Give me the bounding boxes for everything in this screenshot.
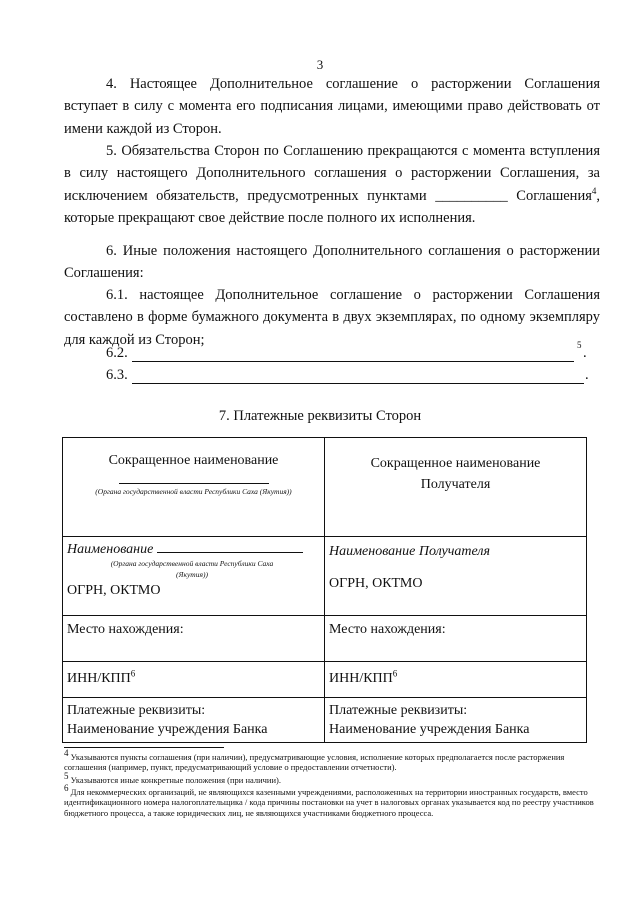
right-payment-cell xyxy=(325,698,587,743)
left-location: Место нахождения: xyxy=(67,622,184,637)
item-6-2-blank-line xyxy=(132,361,574,362)
footnote-4-number: 4 xyxy=(64,748,69,759)
footnote-4-text: Указываются пункты соглашения (при наличии), предусматривающие условия, исполнение которых предполагается после расторжения соглашения (например, пункт, предусматривающий условие о предоставлении отчетности). xyxy=(64,752,565,773)
left-name-line xyxy=(157,552,303,553)
right-payment-label: Платежные реквизиты: xyxy=(329,703,468,718)
footnote-ref-6: 6 xyxy=(392,668,398,679)
footnote-4 xyxy=(64,748,594,773)
left-inn-cell xyxy=(63,662,325,698)
paragraph-5-text-c: , которые прекращают свое действие после полного их исполнения. xyxy=(64,187,601,226)
right-location: Место нахождения: xyxy=(329,622,446,637)
paragraph-6: 6. Иные положения настоящего Дополнительного соглашения о расторжении Соглашения: xyxy=(64,243,600,282)
right-inn-cell xyxy=(325,662,587,698)
left-payment-cell xyxy=(63,698,325,743)
left-ogrn: ОГРН, ОКТМО xyxy=(67,583,161,598)
footnote-ref-5: 5 xyxy=(577,340,582,350)
item-6-3-blank-line xyxy=(132,383,584,384)
right-location-cell xyxy=(325,616,587,662)
right-inn: ИНН/КПП xyxy=(329,671,393,686)
paragraph-5-text-b: Соглашения xyxy=(516,187,592,204)
right-name-cell xyxy=(325,537,587,616)
paragraph-5 xyxy=(64,140,600,229)
right-bank-name: Наименование учреждения Банка xyxy=(329,722,530,737)
left-short-name-cell xyxy=(63,438,325,537)
page-number: 3 xyxy=(316,57,324,72)
left-name-hint: (Органа государственной власти Республики Саха (Якутия)) xyxy=(110,559,274,579)
footnote-ref-6: 6 xyxy=(130,668,136,679)
left-bank-name: Наименование учреждения Банка xyxy=(67,722,268,737)
right-name-label: Наименование Получателя xyxy=(329,544,491,559)
item-6-2-label: 6.2. xyxy=(106,345,128,361)
table-row xyxy=(63,662,587,698)
footnote-6-number: 6 xyxy=(64,783,69,794)
footnote-6 xyxy=(64,783,594,818)
footnote-5 xyxy=(64,771,594,785)
table-row xyxy=(63,438,587,537)
section-heading: 7. Платежные реквизиты Сторон xyxy=(218,408,422,424)
item-6-2-end: . xyxy=(583,345,587,361)
table-row xyxy=(63,616,587,662)
left-short-name-line xyxy=(119,483,269,484)
item-6-3-end: . xyxy=(585,367,589,383)
left-location-cell xyxy=(63,616,325,662)
paragraph-4: 4. Настоящее Дополнительное соглашение о расторжении Соглашения вступает в силу с момента его подписания лицами, имеющими право действовать от имени каждой из Сторон. xyxy=(64,76,600,137)
footnote-separator xyxy=(64,747,224,748)
payment-details-table xyxy=(62,437,587,743)
paragraph-5-blank: __________ xyxy=(435,187,508,204)
left-short-name-hint: (Органа государственной власти Республики Саха (Якутия)) xyxy=(95,487,292,496)
left-short-name: Сокращенное наименование xyxy=(108,453,279,468)
footnote-ref-4: 4 xyxy=(591,185,597,196)
left-name-cell xyxy=(63,537,325,616)
item-6-3-label: 6.3. xyxy=(106,367,128,383)
table-row xyxy=(63,537,587,616)
footnote-5-number: 5 xyxy=(64,771,69,782)
left-payment-label: Платежные реквизиты: xyxy=(67,703,206,718)
right-ogrn: ОГРН, ОКТМО xyxy=(329,576,423,591)
left-name-label: Наименование xyxy=(67,542,154,557)
paragraph-6-1: 6.1. настоящее Дополнительное соглашение о расторжении Соглашения составлено в форме бумажного документа в двух экземплярах, по одному экземпляру для каждой из Сторон; xyxy=(64,287,600,348)
footnote-6-text: Для некоммерческих организаций, не являющихся казенными учреждениями, расположенных на территории иностранных государств, вместо идентификационного номера налогоплательщика / кода причины постановки на учет в налоговых органах указывается код по реестру участников бюджетного процесса, а также юридических лиц, не являющихся участниками бюджетного процесса. xyxy=(64,787,594,818)
right-short-name: Сокращенное наименование Получателя xyxy=(370,456,541,492)
left-inn: ИНН/КПП xyxy=(67,671,131,686)
table-row xyxy=(63,698,587,743)
paragraph-5-text-a: 5. Обязательства Сторон по Соглашению прекращаются с момента вступления в силу настоящего Дополнительного соглашения о расторжении Соглашения, за исключением обязательств, предусмотренных пунктами xyxy=(64,143,600,204)
footnote-5-text: Указываются иные конкретные положения (при наличии). xyxy=(70,775,281,785)
right-short-name-cell xyxy=(325,438,587,537)
